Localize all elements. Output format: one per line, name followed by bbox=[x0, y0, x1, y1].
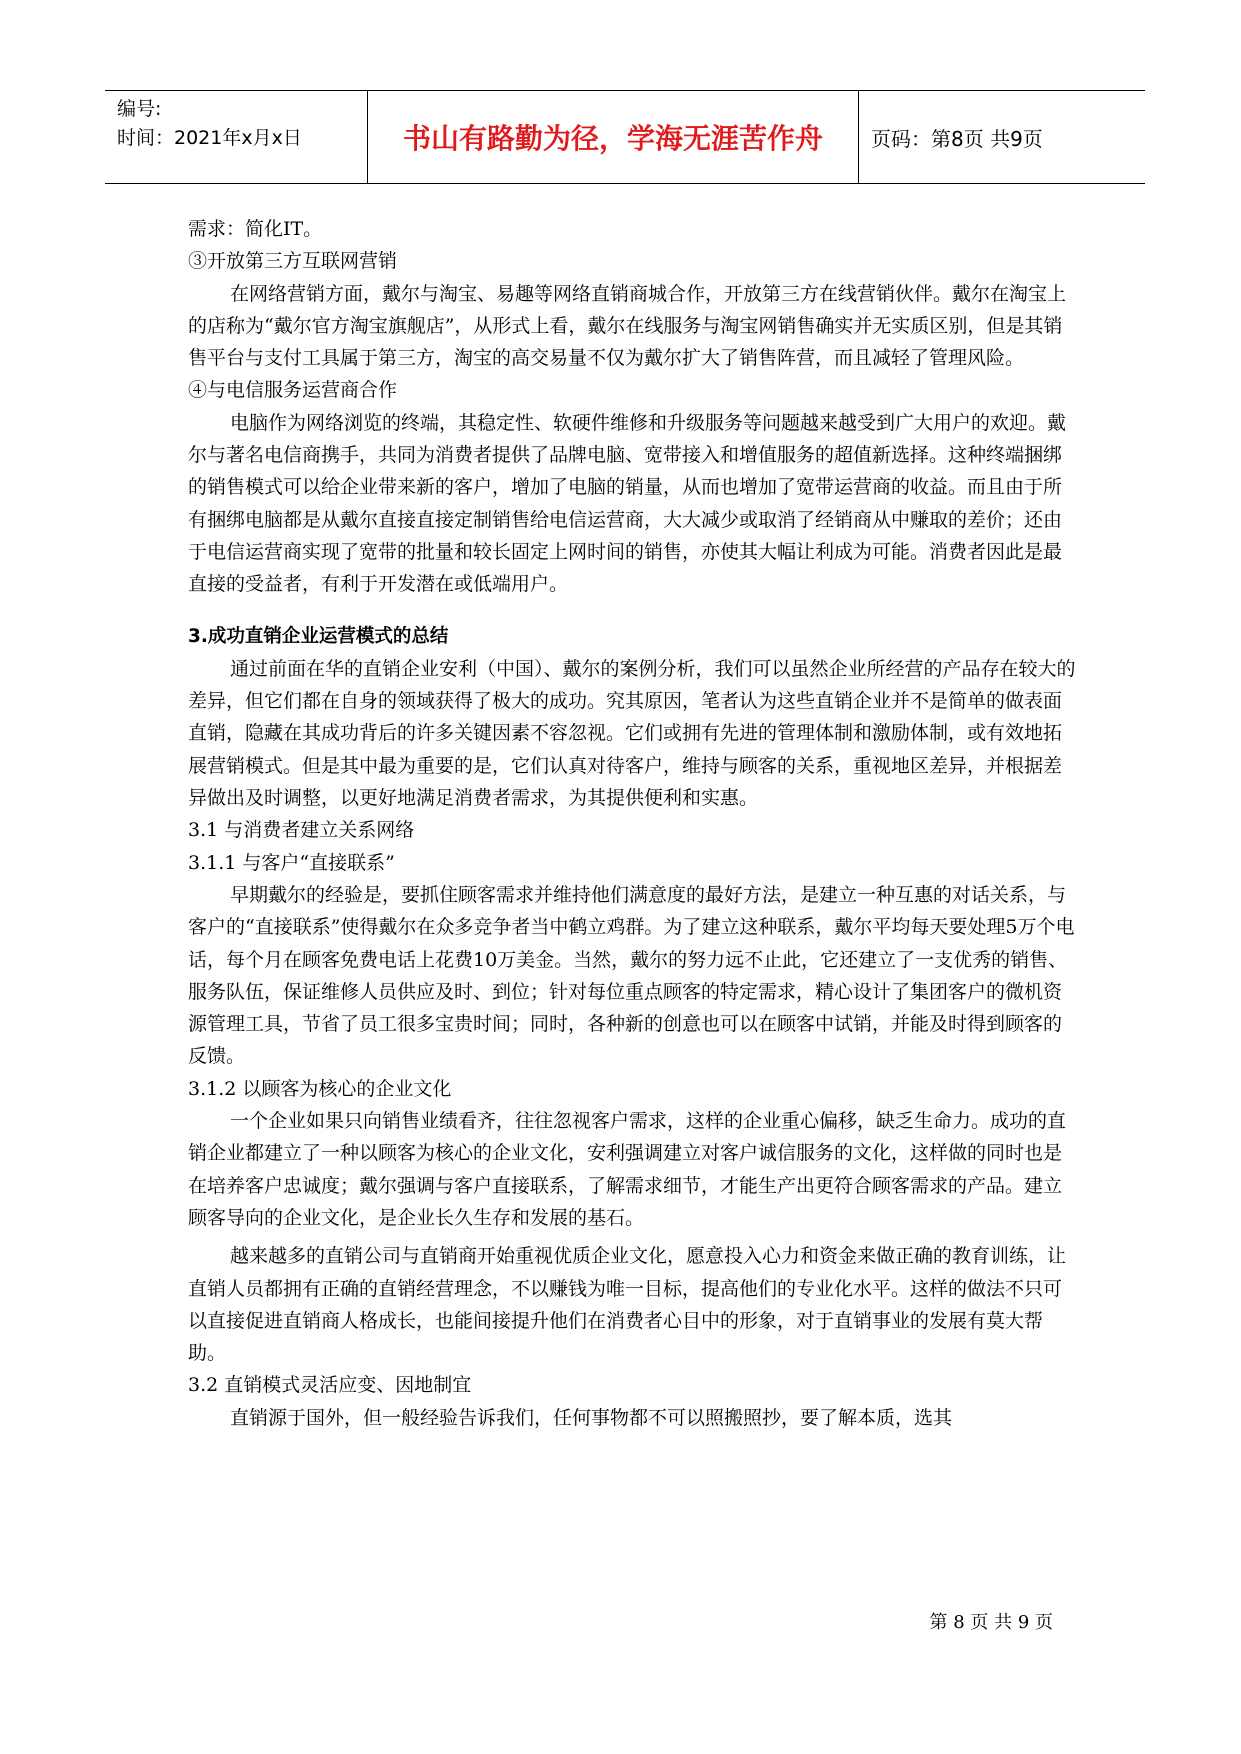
subsection-heading: 3.1.1 与客户“直接联系” bbox=[188, 851, 395, 874]
document-time-label: 时间：2021年x月x日 bbox=[117, 127, 302, 149]
paragraph: 早期戴尔的经验是，要抓住顾客需求并维持他们满意度的最好方法，是建立一种互惠的对话关系，与客户的“直接联系”使得戴尔在众多竞争者当中鹤立鸡群。为了建立这种联系，戴尔平均每天要处理5万个电话，每个月在顾客免费电话上花费10万美金。当然，戴尔的努力远不止此，它还建立了一支优秀的销售、服务队伍，保证维修人员供应及时、到位；针对每位重点顾客的特定需求，精心设计了集团客户的微机资源管理工具，节省了员工很多宝贵时间；同时，各种新的创意也可以在顾客中试销，并能及时得到顾客的反馈。 bbox=[188, 883, 1075, 1068]
paragraph: 越来越多的直销公司与直销商开始重视优质企业文化，愿意投入心力和资金来做正确的教育训练，让直销人员都拥有正确的直销经营理念，不以赚钱为唯一目标，提高他们的专业化水平。这样的做法不只可以直接促进直销商人格成长，也能间接提升他们在消费者心目中的形象，对于直销事业的发展有莫大帮助。 bbox=[188, 1245, 1067, 1365]
document-number-label: 编号: bbox=[117, 98, 162, 120]
section-heading: 3.2 直销模式灵活应变、因地制宜 bbox=[188, 1374, 472, 1397]
paragraph: 直销源于国外，但一般经验告诉我们，任何事物都不可以照搬照抄，要了解本质，选其 bbox=[230, 1406, 953, 1429]
section-heading: ③开放第三方互联网营销 bbox=[188, 250, 398, 273]
section-heading: 3.1 与消费者建立关系网络 bbox=[188, 819, 415, 842]
paragraph: 电脑作为网络浏览的终端，其稳定性、软硬件维修和升级服务等问题越来越受到广大用户的欢迎。戴尔与著名电信商携手，共同为消费者提供了品牌电脑、宽带接入和增值服务的超值新选择。这种终端捆绑的销售模式可以给企业带来新的客户，增加了电脑的销量，从而也增加了宽带运营商的收益。而且由于所有捆绑电脑都是从戴尔直接直接定制销售给电信运营商，大大减少或取消了经销商从中赚取的差价；还由于电信运营商实现了宽带的批量和较长固定上网时间的销售，亦使其大幅让利成为可能。消费者因此是最直接的受益者，有利于开发潜在或低端用户。 bbox=[188, 411, 1067, 596]
document-body bbox=[188, 213, 1078, 1434]
header-table bbox=[105, 90, 1145, 184]
body-line: 需求：简化IT。 bbox=[188, 218, 323, 240]
paragraph: 在网络营销方面，戴尔与淘宝、易趣等网络直销商城合作，开放第三方在线营销伙伴。戴尔在淘宝上的店称为“戴尔官方淘宝旗舰店”，从形式上看，戴尔在线服务与淘宝网销售确实并无实质区别，但是其销售平台与支付工具属于第三方，淘宝的高交易量不仅为戴尔扩大了销售阵营，而且减轻了管理风险。 bbox=[188, 282, 1067, 370]
header-motto: 书山有路勤为径，学海无涯苦作舟 bbox=[402, 122, 823, 155]
paragraph: 通过前面在华的直销企业安利（中国）、戴尔的案例分析，我们可以虽然企业所经营的产品存在较大的差异，但它们都在自身的领域获得了极大的成功。究其原因，笔者认为这些直销企业并不是简单的做表面直销，隐藏在其成功背后的许多关键因素不容忽视。它们或拥有先进的管理体制和激励体制，或有效地拓展营销模式。但是其中最为重要的是，它们认真对待客户，维持与顾客的关系，重视地区差异，并根据差异做出及时调整，以更好地满足消费者需求，为其提供便利和实惠。 bbox=[188, 657, 1076, 810]
header-info bbox=[117, 95, 365, 153]
section-heading: ④与电信服务运营商合作 bbox=[188, 379, 398, 402]
paragraph: 一个企业如果只向销售业绩看齐，往往忽视客户需求，这样的企业重心偏移，缺乏生命力。成功的直销企业都建立了一种以顾客为核心的企业文化，安利强调建立对客户诚信服务的文化，这样做的同时也是在培养客户忠诚度；戴尔强调与客户直接联系，了解需求细节，才能生产出更符合顾客需求的产品。建立顾客导向的企业文化，是企业长久生存和发展的基石。 bbox=[188, 1110, 1067, 1229]
chapter-heading: 3.成功直销企业运营模式的总结 bbox=[188, 625, 449, 647]
header-page-label: 页码：第8页 共9页 bbox=[871, 126, 1043, 151]
subsection-heading: 3.1.2 以顾客为核心的企业文化 bbox=[188, 1077, 452, 1100]
page-footer: 第 8 页 共 9 页 bbox=[929, 1612, 1053, 1633]
